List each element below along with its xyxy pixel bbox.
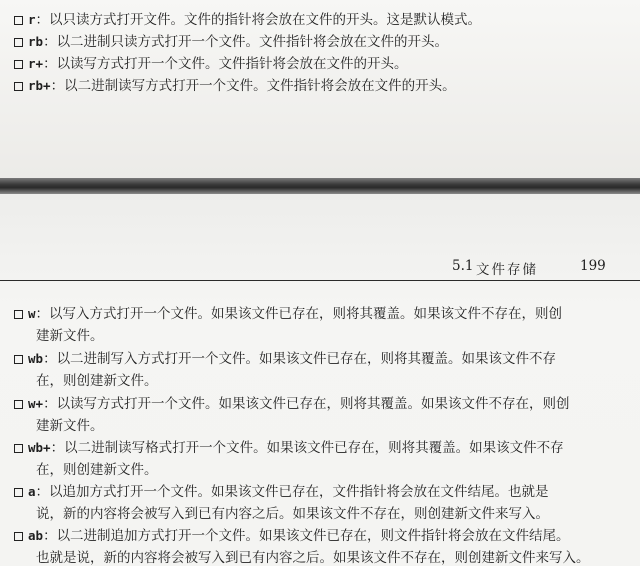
bleed-through-code xyxy=(484,2,634,26)
mode-code: wb+ xyxy=(28,440,51,455)
mode-code: ab xyxy=(28,528,44,543)
mode-description: 以读写方式打开一个文件。文件指针将会放在文件的开头。 xyxy=(56,56,408,72)
checkbox-bullet-icon xyxy=(14,488,23,497)
section-number: 5.1 xyxy=(452,258,474,274)
upper-page: r：以只读方式打开文件。文件的指针将会放在文件的开头。这是默认模式。 rb：以二进制只读方式打开一个文件。文件指针将会放在文件的开头。 r+：以读写方式打开一个文件。文件指针将会放在文件的开头。 rb+：以二进制读写方式打开一个文件。文件指针将会放在文件的开头。 xyxy=(0,0,640,178)
lower-page: 5.1 文件存储 199 w：以写入方式打开一个文件。如果该文件已存在，则将其覆盖。如果该文件不存在，则创 建新文件。 wb：以二进制写入方式打开一个文件。如果该文件已存在，则将其覆盖。如果该文件不存 在，则创建新文件。 w+：以读写方式打开一个文件。如果该文件已存在，则将其覆盖。如果该文件不存在，则创 建新文件。 wb+：以二进制读写格式打开一个文件。如果该文件已存在，则将其覆盖。如果该文件不存 在，则创建新文件。 a：以追加方式打开一个文件。如果该文件已存在，文件指针将会放在文件结尾。也就是 说，新的内容将会被写入到已有内容之后。如果该文件不存在，则创建新文件来写入。 ab：以二进制追加方式打开一个文件。如果该文件已存在，则文件指针将会放在文件结尾。 也就是说，新的内容将会被写入到已有内容之后。如果该文件不存在，则创建新文件来写入。 xyxy=(0,194,640,563)
mode-description-continued: 说，新的内容将会被写入到已有内容之后。如果该文件不存在，则创建新文件来写入。 xyxy=(36,506,549,522)
mode-description-continued: 也就是说，新的内容将会被写入到已有内容之后。如果该文件不存在，则创建新文件来写入。 xyxy=(36,550,590,566)
checkbox-bullet-icon xyxy=(14,355,23,364)
mode-code: rb+ xyxy=(28,78,51,93)
running-header xyxy=(0,258,640,278)
mode-code: r xyxy=(28,12,36,27)
mode-code: w+ xyxy=(28,396,44,411)
page-gap xyxy=(0,178,640,194)
mode-code: r+ xyxy=(28,56,44,71)
checkbox-bullet-icon xyxy=(14,82,23,91)
mode-description: 以读写方式打开一个文件。如果该文件已存在，则将其覆盖。如果该文件不存在，则创 xyxy=(56,396,570,412)
mode-description: 以二进制写入方式打开一个文件。如果该文件已存在，则将其覆盖。如果该文件不存 xyxy=(56,351,557,367)
mode-description: 以写入方式打开一个文件。如果该文件已存在，则将其覆盖。如果该文件不存在，则创 xyxy=(49,306,563,322)
chapter-title: 文件存储 xyxy=(476,262,538,278)
checkbox-bullet-icon xyxy=(14,532,23,541)
mode-description-continued: 在，则创建新文件。 xyxy=(36,373,158,389)
mode-description: 以二进制读写格式打开一个文件。如果该文件已存在，则将其覆盖。如果该文件不存 xyxy=(64,440,564,456)
checkbox-bullet-icon xyxy=(14,400,23,409)
mode-code: wb xyxy=(28,351,44,366)
mode-code: w xyxy=(28,306,36,321)
mode-description-continued: 建新文件。 xyxy=(36,418,104,434)
checkbox-bullet-icon xyxy=(14,60,23,69)
mode-description: 以二进制只读方式打开一个文件。文件指针将会放在文件的开头。 xyxy=(56,34,449,50)
mode-description: 以追加方式打开一个文件。如果该文件已存在，文件指针将会放在文件结尾。也就是 xyxy=(49,484,549,500)
mode-description-continued: 建新文件。 xyxy=(36,328,104,344)
mode-description: 以只读方式打开文件。文件的指针将会放在文件的开头。这是默认模式。 xyxy=(49,12,482,28)
checkbox-bullet-icon xyxy=(14,444,23,453)
mode-code: a xyxy=(28,484,36,499)
mode-description: 以二进制追加方式打开一个文件。如果该文件已存在，则文件指针将会放在文件结尾。 xyxy=(56,528,570,544)
checkbox-bullet-icon xyxy=(14,310,23,319)
checkbox-bullet-icon xyxy=(14,16,23,25)
header-rule xyxy=(0,280,640,281)
page-number: 199 xyxy=(580,258,606,274)
mode-description: 以二进制读写方式打开一个文件。文件指针将会放在文件的开头。 xyxy=(64,78,456,94)
checkbox-bullet-icon xyxy=(14,38,23,47)
mode-description-continued: 在，则创建新文件。 xyxy=(36,462,158,478)
mode-code: rb xyxy=(28,34,44,49)
